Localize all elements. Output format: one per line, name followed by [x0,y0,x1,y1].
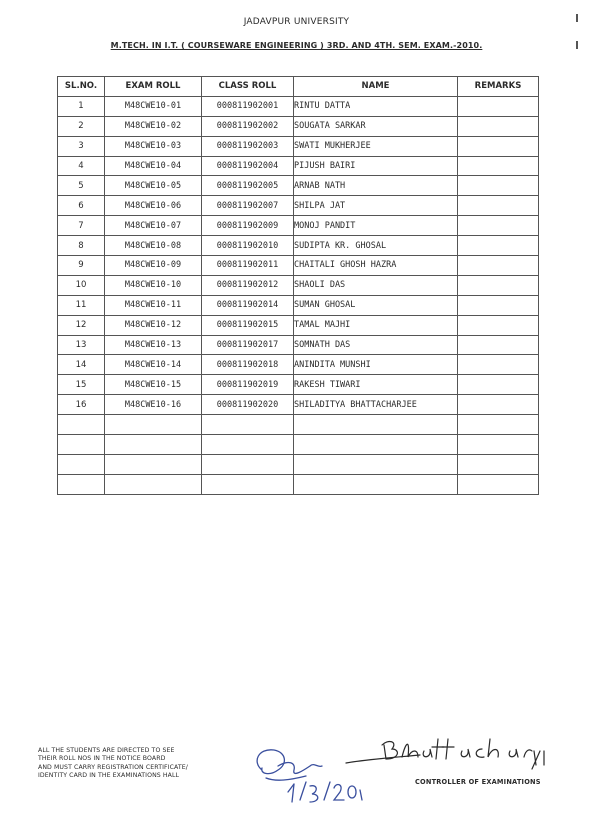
table-row [58,395,539,415]
class-roll-cell: 000811902010 [202,236,294,256]
notice-line: THEIR ROLL NOS IN THE NOTICE BOARD [38,755,166,763]
exam-roll-cell [105,435,202,455]
name-cell: SHAOLI DAS [294,275,458,295]
sl-no-cell: 15 [58,375,105,395]
name-cell [294,474,458,494]
table-row [58,176,539,196]
table-row [58,156,539,176]
exam-roll-cell [105,415,202,435]
sl-no-cell: 12 [58,315,105,335]
table-row [58,116,539,136]
exam-roll-cell: M48CWE10-06 [105,196,202,216]
remarks-cell [458,116,539,136]
table-row [58,435,539,455]
table-row [58,335,539,355]
class-roll-cell: 000811902009 [202,216,294,236]
class-roll-cell: 000811902004 [202,156,294,176]
remarks-cell [458,315,539,335]
sl-no-cell: 2 [58,116,105,136]
sl-no-cell: 11 [58,295,105,315]
name-cell: ANINDITA MUNSHI [294,355,458,375]
remarks-cell [458,176,539,196]
table-row [58,295,539,315]
sl-no-cell: 5 [58,176,105,196]
name-cell: SHILADITYA BHATTACHARJEE [294,395,458,415]
exam-roll-cell: M48CWE10-12 [105,315,202,335]
remarks-cell [458,136,539,156]
sl-no-cell: 4 [58,156,105,176]
table-row [58,315,539,335]
column-header-class-roll: CLASS ROLL [202,77,294,97]
name-cell [294,415,458,435]
column-header-remarks: REMARKS [458,77,539,97]
class-roll-cell: 000811902017 [202,335,294,355]
exam-roll-cell: M48CWE10-07 [105,216,202,236]
name-cell: SHILPA JAT [294,196,458,216]
class-roll-cell: 000811902018 [202,355,294,375]
exam-roll-cell: M48CWE10-01 [105,96,202,116]
sl-no-cell: 1 [58,96,105,116]
class-roll-cell: 000811902020 [202,395,294,415]
class-roll-cell: 000811902003 [202,136,294,156]
sl-no-cell [58,435,105,455]
exam-title: M.TECH. IN I.T. ( COURSEWARE ENGINEERING ) 3RD. AND 4TH. SEM. EXAM.-2010. [110,41,483,50]
name-cell: RAKESH TIWARI [294,375,458,395]
class-roll-cell: 000811902019 [202,375,294,395]
remarks-cell [458,435,539,455]
class-roll-cell: 000811902001 [202,96,294,116]
column-header-exam-roll: EXAM ROLL [105,77,202,97]
class-roll-cell: 000811902002 [202,116,294,136]
exam-roll-cell: M48CWE10-05 [105,176,202,196]
remarks-cell [458,275,539,295]
table-row [58,375,539,395]
remarks-cell [458,236,539,256]
remarks-cell [458,335,539,355]
sl-no-cell [58,415,105,435]
name-cell: SUMAN GHOSAL [294,295,458,315]
scan-edge-mark [576,14,578,22]
exam-roll-cell: M48CWE10-09 [105,256,202,276]
exam-roll-cell: M48CWE10-03 [105,136,202,156]
controller-of-examinations-label: CONTROLLER OF EXAMINATIONS [415,778,541,786]
sl-no-cell: 13 [58,335,105,355]
scan-edge-mark [576,41,578,49]
table-row [58,355,539,375]
student-roster-table [57,76,539,495]
remarks-cell [458,196,539,216]
table-row [58,96,539,116]
controller-signature [340,735,550,773]
name-cell: CHAITALI GHOSH HAZRA [294,256,458,276]
class-roll-cell [202,454,294,474]
sl-no-cell: 3 [58,136,105,156]
table-row [58,454,539,474]
exam-roll-cell [105,454,202,474]
name-cell: MONOJ PANDIT [294,216,458,236]
exam-roll-cell: M48CWE10-14 [105,355,202,375]
remarks-cell [458,96,539,116]
exam-roll-cell: M48CWE10-10 [105,275,202,295]
table-row [58,474,539,494]
remarks-cell [458,156,539,176]
sl-no-cell: 7 [58,216,105,236]
sl-no-cell: 9 [58,256,105,276]
table-row [58,415,539,435]
column-header-sl-no: SL.NO. [58,77,105,97]
sl-no-cell: 8 [58,236,105,256]
exam-roll-cell: M48CWE10-13 [105,335,202,355]
sl-no-cell: 14 [58,355,105,375]
exam-roll-cell: M48CWE10-08 [105,236,202,256]
class-roll-cell: 000811902011 [202,256,294,276]
exam-roll-cell [105,474,202,494]
university-name: JADAVPUR UNIVERSITY [243,17,350,27]
remarks-cell [458,415,539,435]
class-roll-cell: 000811902015 [202,315,294,335]
remarks-cell [458,395,539,415]
notice-text [38,747,188,780]
class-roll-cell [202,435,294,455]
remarks-cell [458,295,539,315]
name-cell [294,435,458,455]
remarks-cell [458,355,539,375]
notice-line: IDENTITY CARD IN THE EXAMINATIONS HALL [38,771,180,779]
remarks-cell [458,454,539,474]
name-cell: ARNAB NATH [294,176,458,196]
name-cell: SOUGATA SARKAR [294,116,458,136]
name-cell: SUDIPTA KR. GHOSAL [294,236,458,256]
remarks-cell [458,474,539,494]
class-roll-cell: 000811902007 [202,196,294,216]
exam-roll-cell: M48CWE10-15 [105,375,202,395]
sl-no-cell [58,474,105,494]
table-row [58,256,539,276]
table-row [58,196,539,216]
name-cell: SWATI MUKHERJEE [294,136,458,156]
exam-roll-cell: M48CWE10-11 [105,295,202,315]
sl-no-cell: 16 [58,395,105,415]
table-row [58,275,539,295]
exam-roll-cell: M48CWE10-16 [105,395,202,415]
column-header-name: NAME [294,77,458,97]
sl-no-cell: 6 [58,196,105,216]
class-roll-cell [202,474,294,494]
name-cell: RINTU DATTA [294,96,458,116]
table-body [58,96,539,494]
table-row [58,216,539,236]
class-roll-cell [202,415,294,435]
remarks-cell [458,375,539,395]
name-cell [294,454,458,474]
notice-line: ALL THE STUDENTS ARE DIRECTED TO SEE [38,747,175,754]
notice-line: AND MUST CARRY REGISTRATION CERTIFICATE/ [38,763,188,771]
remarks-cell [458,256,539,276]
remarks-cell [458,216,539,236]
class-roll-cell: 000811902012 [202,275,294,295]
exam-roll-cell: M48CWE10-02 [105,116,202,136]
exam-roll-cell: M48CWE10-04 [105,156,202,176]
class-roll-cell: 000811902005 [202,176,294,196]
class-roll-cell: 000811902014 [202,295,294,315]
table-row [58,236,539,256]
sl-no-cell [58,454,105,474]
table-header-row [58,77,539,97]
table-row [58,136,539,156]
name-cell: PIJUSH BAIRI [294,156,458,176]
name-cell: TAMAL MAJHI [294,315,458,335]
sl-no-cell: 10 [58,275,105,295]
name-cell: SOMNATH DAS [294,335,458,355]
